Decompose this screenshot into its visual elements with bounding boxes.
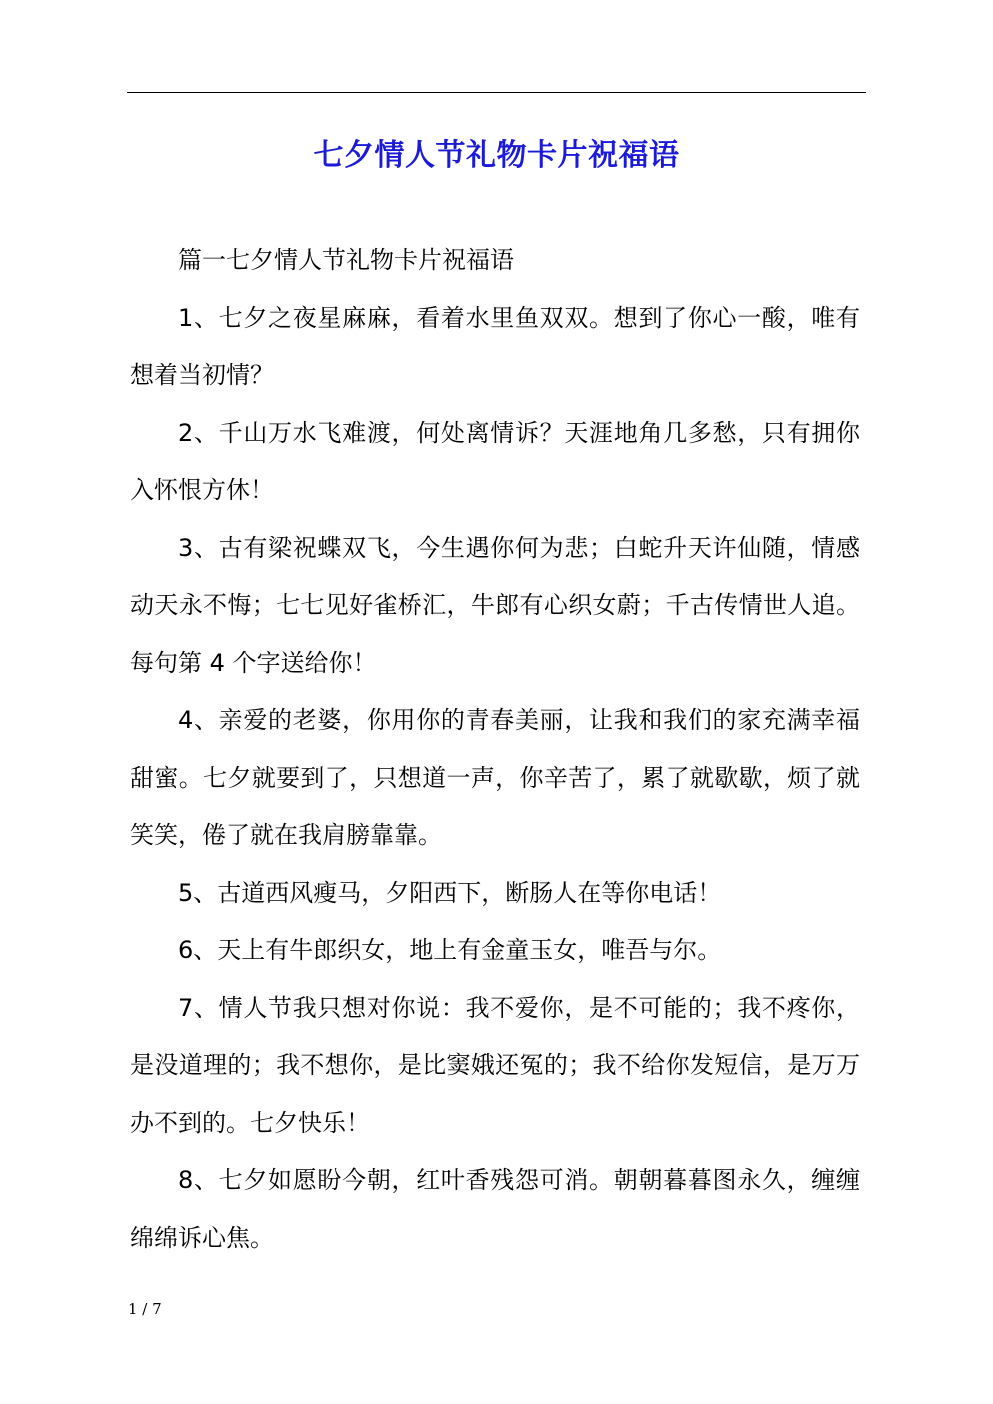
section-heading: 篇一七夕情人节礼物卡片祝福语: [178, 246, 514, 274]
wish-paragraph-6: 6、天上有牛郎织女，地上有金童玉女，唯吾与尔。: [178, 936, 722, 964]
wish-paragraph-7: 7、情人节我只想对你说：我不爱你，是不可能的；我不疼你，是没道理的；我不想你，是比窦娥还冤的；我不给你发短信，是万万办不到的。七夕快乐！: [130, 993, 860, 1137]
wish-paragraph-5: 5、古道西风瘦马，夕阳西下，断肠人在等你电话！: [178, 878, 722, 907]
wish-paragraph-1: 1、七夕之夜星麻麻，看着水里鱼双双。想到了你心一酸，唯有想着当初情？: [130, 303, 860, 389]
wish-paragraph-8: 8、七夕如愿盼今朝，红叶香残怨可消。朝朝暮暮图永久，缠缠绵绵诉心焦。: [130, 1166, 860, 1252]
wish-paragraph-4: 4、亲爱的老婆，你用你的青春美丽，让我和我们的家充满幸福甜蜜。七夕就要到了，只想道一声，你辛苦了，累了就歇歇，烦了就笑笑，倦了就在我肩膀靠靠。: [130, 706, 860, 849]
page-number: 1 / 7: [128, 1300, 162, 1318]
wish-paragraph-3: 3、古有梁祝蝶双飞，今生遇你何为悲；白蛇升天许仙随，情感动天永不悔；七七见好雀桥汇，牛郎有心织女蔚；千古传情世人追。每句第 4 个字送给你！: [130, 533, 860, 677]
document-title: 七夕情人节礼物卡片祝福语: [313, 138, 680, 173]
header-rule: [127, 92, 866, 93]
document-body: [130, 232, 860, 1267]
wish-paragraph-2: 2、千山万水飞难渡，何处离情诉？天涯地角几多愁，只有拥你入怀恨方休！: [130, 418, 860, 504]
